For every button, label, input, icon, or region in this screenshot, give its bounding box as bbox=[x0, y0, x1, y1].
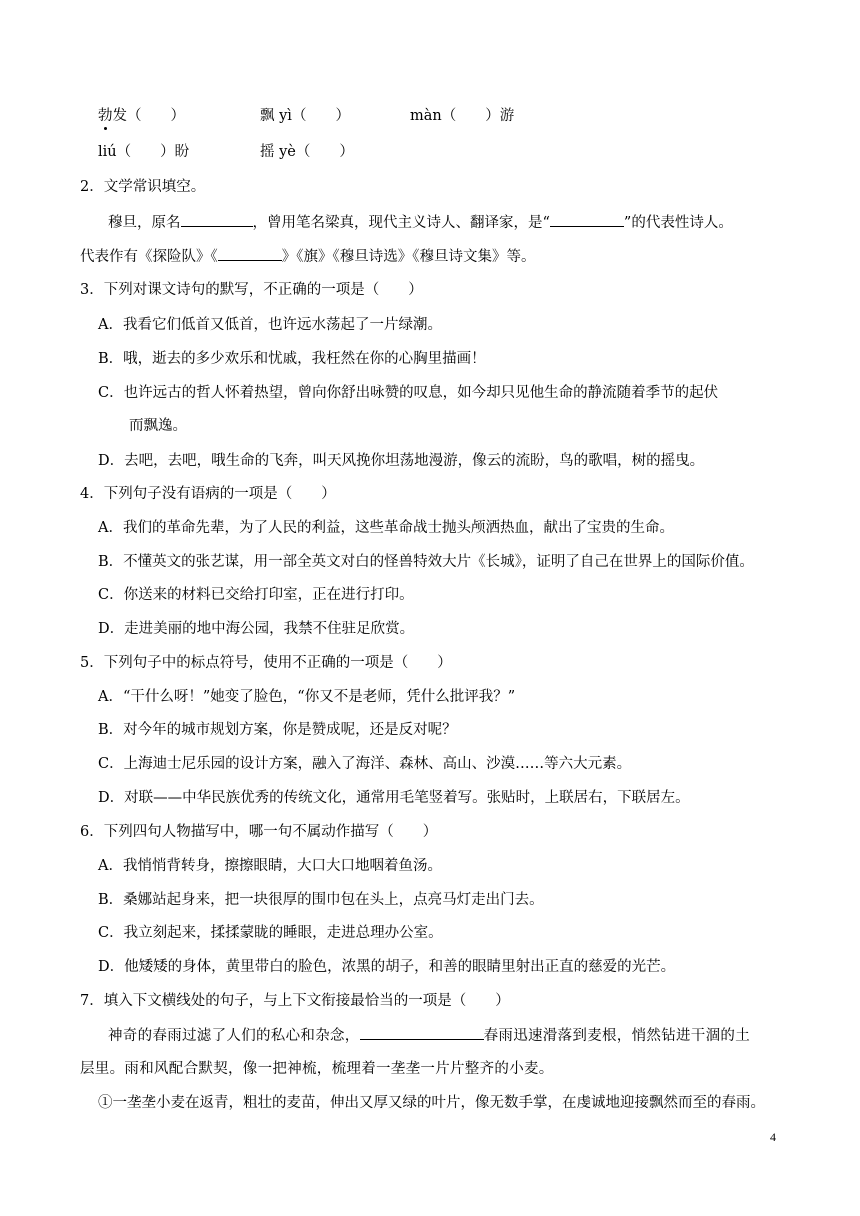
q7-text-b: 春雨迅速滑落到麦根，悄然钻进干涸的土 bbox=[483, 1028, 751, 1044]
pinyin-item-2: 飘 yì（ ） bbox=[260, 108, 350, 124]
question-7-option-1: ①一垄垄小麦在返青，粗壮的麦苗，伸出又厚又绿的叶片，像无数手掌，在虔诚地迎接飘然而至的春雨。 bbox=[98, 1095, 765, 1111]
pinyin-item-3: màn（ ）游 bbox=[410, 108, 515, 124]
question-5-title: 5．下列句子中的标点符号，使用不正确的一项是（ ） bbox=[80, 655, 452, 671]
q2-text-c: ”的代表性诗人。 bbox=[623, 215, 733, 231]
answer-blank-1[interactable] bbox=[181, 212, 253, 227]
page-number: 4 bbox=[770, 1130, 776, 1144]
question-6-option-d: D．他矮矮的身体，黄里带白的脸色，浓黑的胡子，和善的眼睛里射出正直的慈爱的光芒。 bbox=[98, 959, 676, 975]
q2-text-e: 》《旗》《穆旦诗选》《穆旦诗文集》等。 bbox=[281, 249, 536, 265]
q7-text-a: 神奇的春雨过滤了人们的私心和杂念， bbox=[108, 1028, 360, 1044]
pinyin-item-1 bbox=[98, 106, 185, 126]
q2-text-a: 穆旦，原名 bbox=[108, 215, 181, 231]
pinyin-item-1-rest: 发（ ） bbox=[112, 108, 185, 124]
answer-blank-4[interactable] bbox=[360, 1025, 484, 1040]
answer-blank-3[interactable] bbox=[218, 246, 282, 261]
question-3-option-d: D．去吧，去吧，哦生命的飞奔，叫天风挽你坦荡地漫游，像云的流盼，鸟的歌唱，树的摇曳。 bbox=[98, 453, 705, 469]
pinyin-item-5: 摇 yè（ ） bbox=[260, 144, 354, 160]
question-5-option-d: D．对联——中华民族优秀的传统文化，通常用毛笔竖着写。张贴时，上联居右，下联居左。 bbox=[98, 790, 690, 806]
question-5-option-c: C．上海迪士尼乐园的设计方案，融入了海洋、森林、高山、沙漠……等六大元素。 bbox=[98, 756, 632, 772]
question-6-option-a: A．我悄悄背转身，擦擦眼睛，大口大口地咽着鱼汤。 bbox=[98, 858, 442, 874]
question-3-option-b: B．哦，逝去的多少欢乐和忧戚，我枉然在你的心胸里描画！ bbox=[98, 351, 486, 367]
question-3-option-a: A．我看它们低首又低首，也许远水荡起了一片绿潮。 bbox=[98, 317, 442, 333]
question-6-option-c: C．我立刻起来，揉揉蒙眬的睡眼，走进总理办公室。 bbox=[98, 925, 443, 941]
question-3-option-c: C．也许远古的哲人怀着热望，曾向你舒出咏赞的叹息，如今却只见他生命的静流随着季节的起伏 bbox=[98, 385, 719, 401]
question-2-paragraph-1 bbox=[108, 212, 733, 233]
question-6-option-b: B．桑娜站起身来，把一块很厚的围巾包在头上，点亮马灯走出门去。 bbox=[98, 892, 544, 908]
question-3-option-c-cont: 而飘逸。 bbox=[129, 418, 187, 434]
question-2-paragraph-2 bbox=[80, 246, 536, 267]
question-7-passage-line-1 bbox=[108, 1025, 750, 1046]
question-2-title: 2．文学常识填空。 bbox=[80, 179, 206, 195]
answer-blank-2[interactable] bbox=[550, 212, 624, 227]
q2-text-b: ，曾用笔名梁真，现代主义诗人、翻译家，是“ bbox=[252, 215, 550, 231]
pinyin-item-4: liú（ ）盼 bbox=[98, 144, 190, 160]
question-4-option-b: B．不懂英文的张艺谋，用一部全英文对白的怪兽特效大片《长城》，证明了自己在世界上的国际价值。 bbox=[98, 554, 754, 570]
question-5-option-b: B．对今年的城市规划方案，你是赞成呢，还是反对呢？ bbox=[98, 722, 457, 738]
question-6-title: 6．下列四句人物描写中，哪一句不属动作描写（ ） bbox=[80, 824, 438, 840]
question-4-option-a: A．我们的革命先辈，为了人民的利益，这些革命战士抛头颅洒热血，献出了宝贵的生命。 bbox=[98, 520, 674, 536]
question-4-title: 4．下列句子没有语病的一项是（ ） bbox=[80, 486, 336, 502]
question-3-title: 3．下列对课文诗句的默写，不正确的一项是（ ） bbox=[80, 282, 423, 298]
question-7-passage-line-2: 层里。雨和风配合默契，像一把神梳，梳理着一垄垄一片片整齐的小麦。 bbox=[80, 1061, 554, 1077]
dotted-char: 勃 bbox=[98, 108, 113, 124]
question-5-option-a: A．“干什么呀！”她变了脸色，“你又不是老师，凭什么批评我？” bbox=[98, 689, 516, 705]
question-7-title: 7．填入下文横线处的句子，与上下文衔接最恰当的一项是（ ） bbox=[80, 993, 510, 1009]
question-4-option-c: C．你送来的材料已交给打印室，正在进行打印。 bbox=[98, 587, 414, 603]
question-4-option-d: D．走进美丽的地中海公园，我禁不住驻足欣赏。 bbox=[98, 621, 415, 637]
q2-text-d: 代表作有《探险队》《 bbox=[80, 249, 218, 265]
